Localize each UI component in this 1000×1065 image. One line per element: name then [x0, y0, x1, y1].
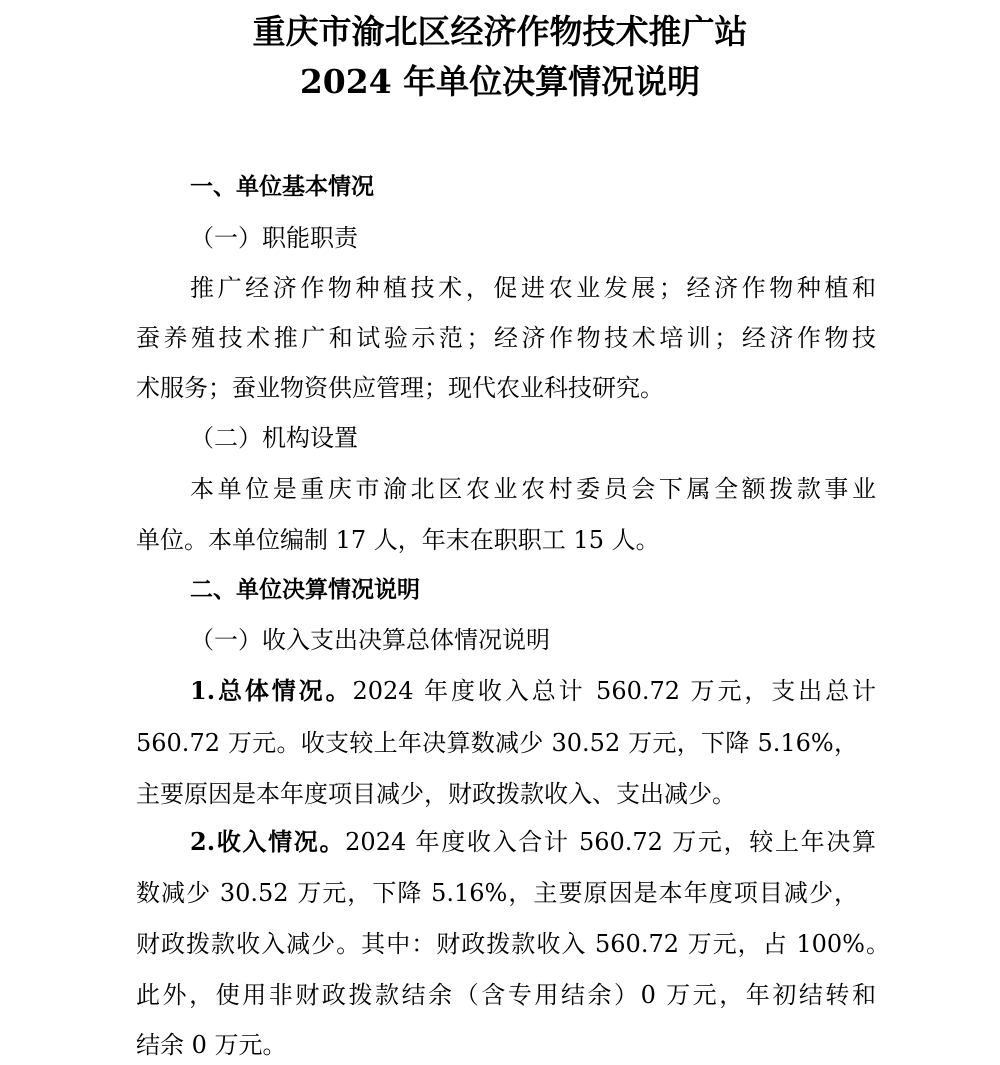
org-line-2: 单位。本单位编制 17 人，年末在职职工 15 人。 — [136, 526, 660, 554]
overall-line-2: 560.72 万元。收支较上年决算数减少 30.52 万元，下降 5.16%， — [136, 729, 858, 757]
overall-line-1-text: 2024 年度收入总计 560.72 万元，支出总计 — [352, 677, 876, 705]
income-line-5: 结余 0 万元。 — [136, 1031, 287, 1059]
section-2-heading: 二、单位决算情况说明 — [190, 577, 420, 603]
overall-line-1 — [190, 675, 876, 707]
section-2-sub-1-heading: （一）收入支出决算总体情况说明 — [190, 626, 550, 654]
duties-line-3: 术服务；蚕业物资供应管理；现代农业科技研究。 — [136, 374, 664, 402]
income-lead: 2.收入情况。 — [190, 827, 346, 856]
income-line-2: 数减少 30.52 万元，下降 5.16%，主要原因是本年度项目减少， — [136, 879, 858, 907]
income-line-1 — [190, 826, 876, 858]
org-line-1: 本单位是重庆市渝北区农业农村委员会下属全额拨款事业 — [190, 475, 876, 503]
duties-line-2: 蚕养殖技术推广和试验示范；经济作物技术培训；经济作物技 — [136, 324, 876, 352]
duties-line-1: 推广经济作物种植技术，促进农业发展；经济作物种植和 — [190, 274, 876, 302]
overall-lead: 1.总体情况。 — [190, 676, 353, 705]
income-line-4: 此外，使用非财政拨款结余（含专用结余）0 万元，年初结转和 — [136, 981, 876, 1009]
income-line-1-text: 2024 年度收入合计 560.72 万元，较上年决算 — [345, 828, 876, 856]
section-1-sub-1-heading: （一）职能职责 — [190, 224, 358, 252]
section-1-sub-2-heading: （二）机构设置 — [190, 424, 358, 452]
income-line-3: 财政拨款收入减少。其中：财政拨款收入 560.72 万元，占 100%。 — [136, 930, 890, 958]
document-title-line-2: 2024 年单位决算情况说明 — [299, 62, 701, 101]
document-title-line-1: 重庆市渝北区经济作物技术推广站 — [252, 12, 748, 51]
section-1-heading: 一、单位基本情况 — [190, 174, 374, 200]
overall-line-3: 主要原因是本年度项目减少，财政拨款收入、支出减少。 — [136, 780, 736, 808]
